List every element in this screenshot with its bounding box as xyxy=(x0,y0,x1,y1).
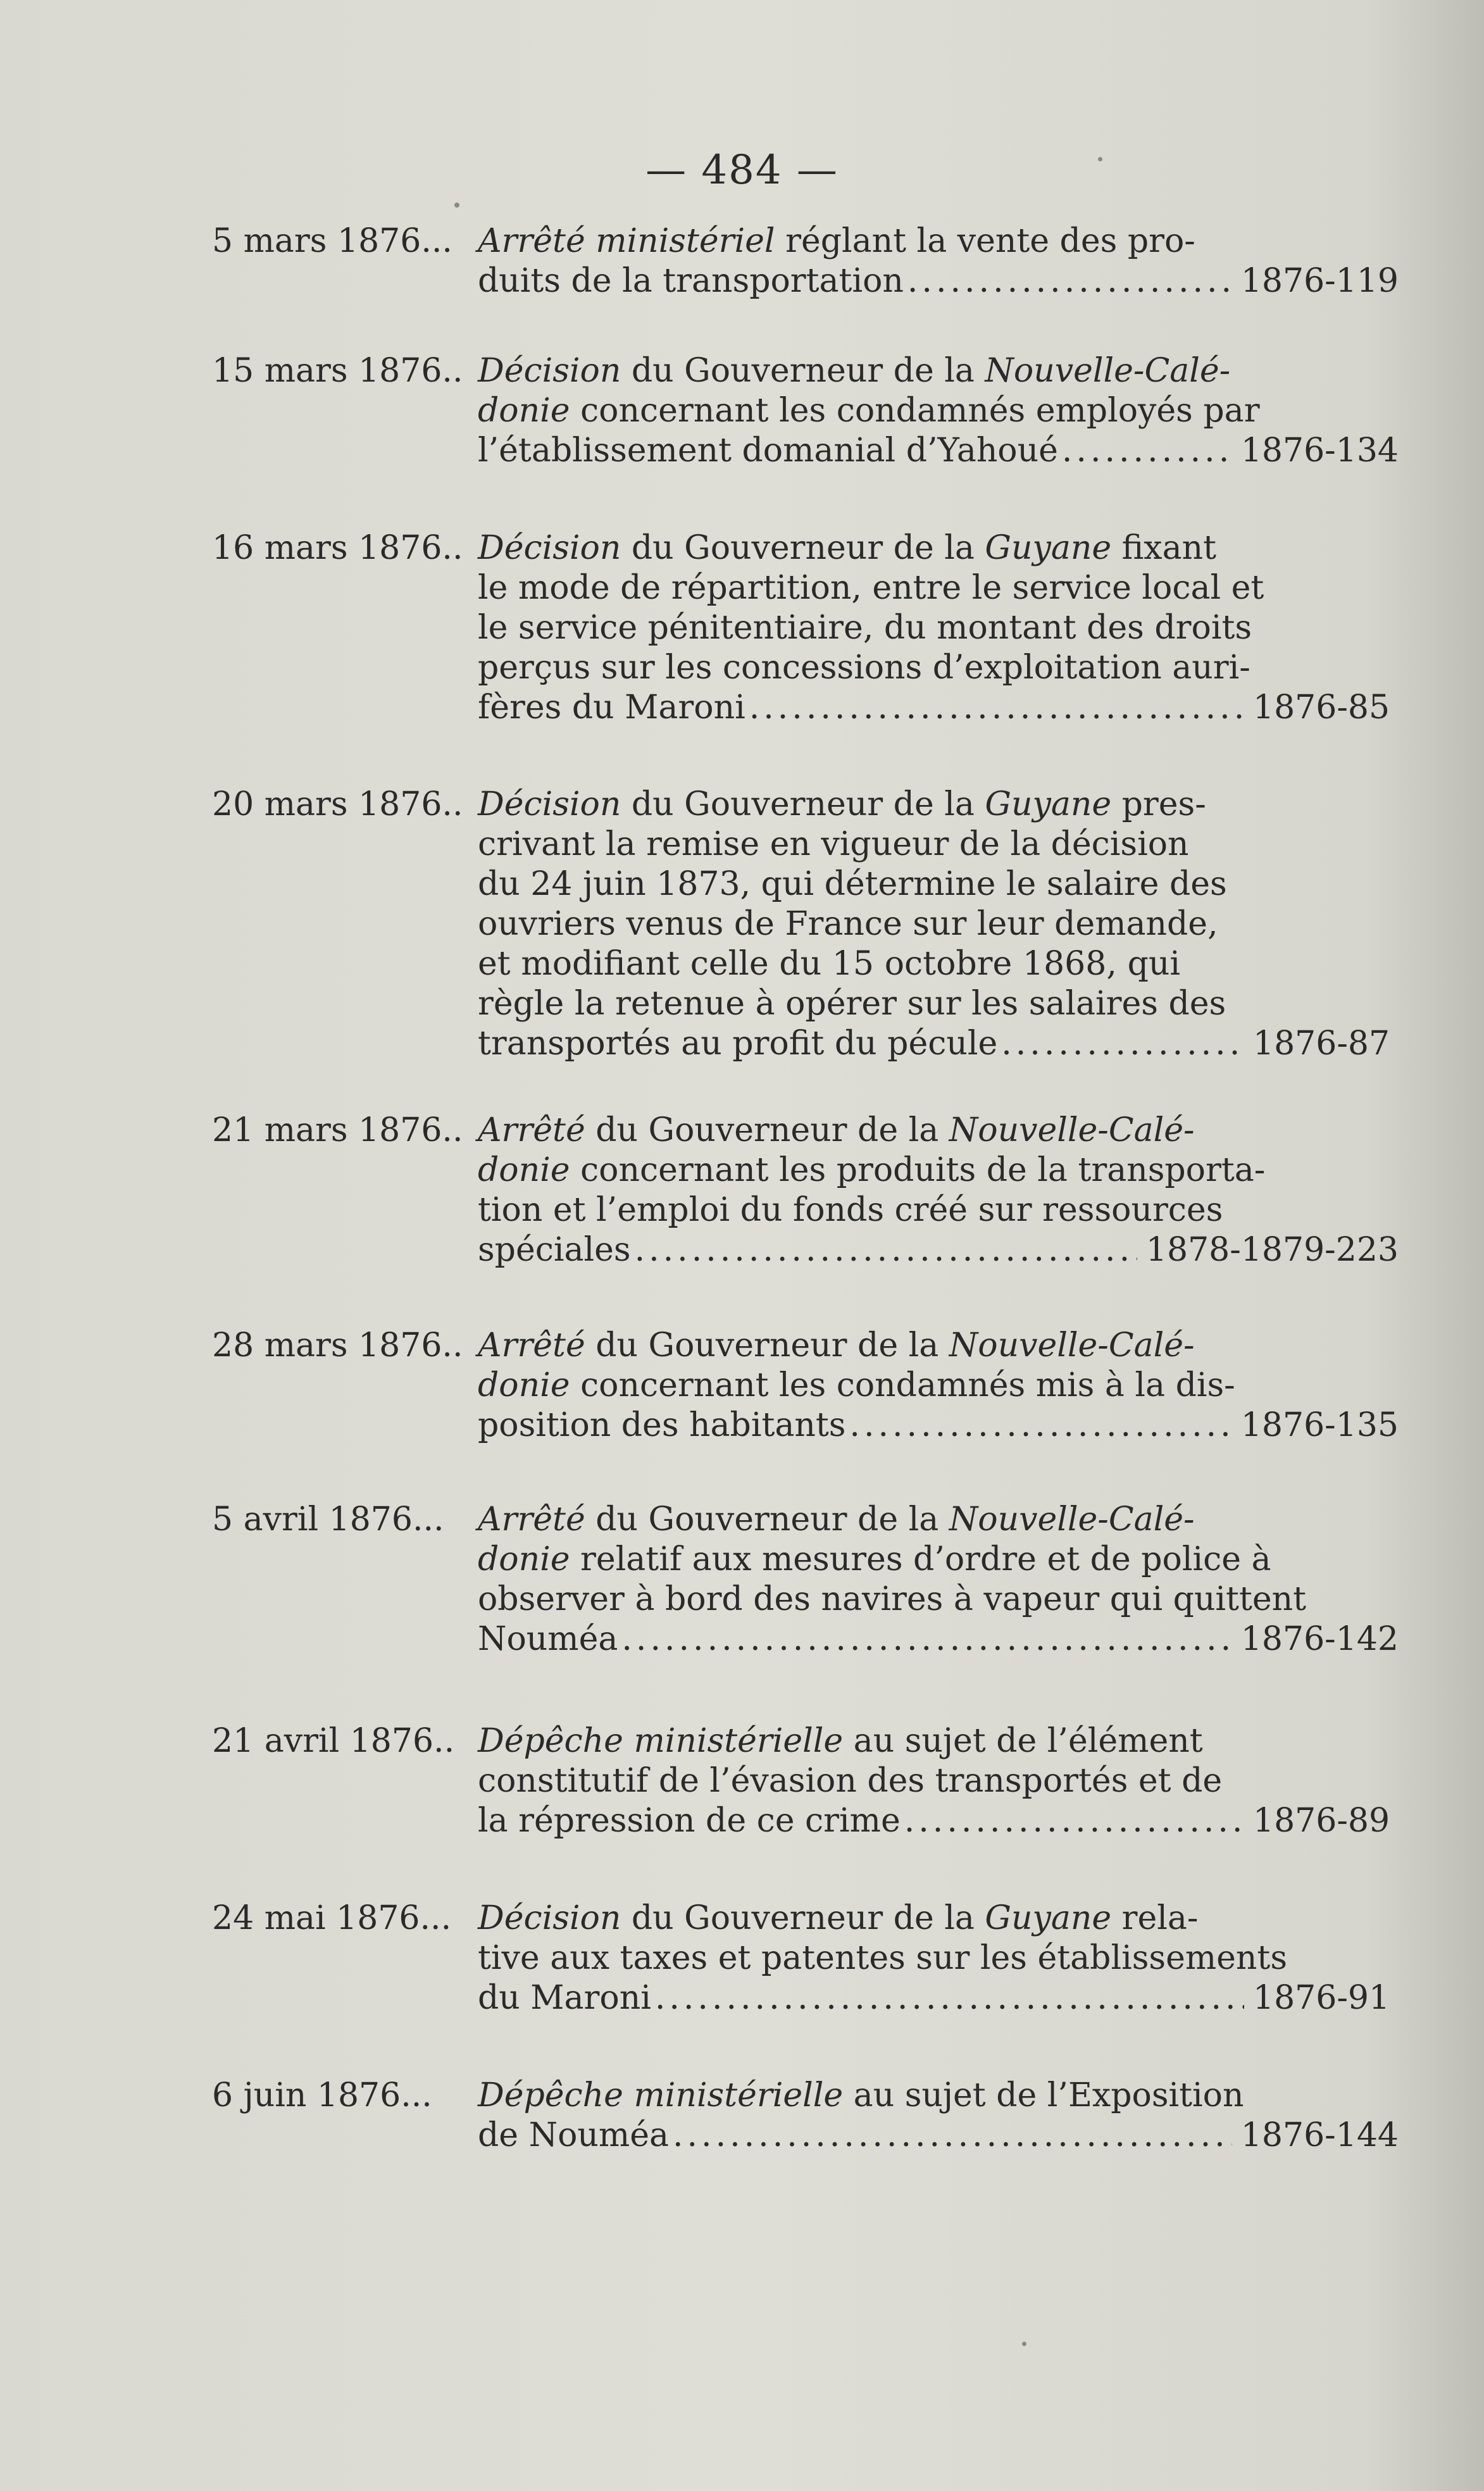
dot-leader xyxy=(904,1801,1244,1841)
paper-speck xyxy=(1022,2342,1026,2346)
text-segment: règle la retenue à opérer sur les salaires des xyxy=(478,985,1226,1023)
dot-leader xyxy=(749,688,1244,728)
dot-leader xyxy=(849,1406,1231,1445)
entry-description-line xyxy=(478,1899,1199,1938)
text-segment: concernant les condamnés mis à la dis- xyxy=(570,1366,1235,1404)
entry-description-line xyxy=(478,391,1260,431)
text-segment: spéciales xyxy=(478,1231,631,1269)
italic-term: Dépêche ministérielle xyxy=(478,1722,844,1760)
text-segment: duits de la transportation xyxy=(478,262,904,300)
entry-description-line xyxy=(478,528,1217,568)
entry-description-line xyxy=(478,1151,1266,1190)
entry-date: 16 mars 1876.. xyxy=(212,529,463,567)
text-segment: et modifiant celle du 15 octobre 1868, qui xyxy=(478,945,1180,983)
entry-description-last-line xyxy=(478,1230,1399,1270)
entry-description-line xyxy=(478,865,1227,904)
entry-description-line xyxy=(478,1366,1235,1406)
italic-term: Nouvelle-Calé- xyxy=(949,1327,1195,1364)
text-segment: du Gouverneur de la xyxy=(621,1899,985,1937)
italic-term: Arrêté xyxy=(478,1111,585,1149)
entry-description xyxy=(478,351,1399,471)
italic-term: Arrêté ministériel xyxy=(478,222,775,260)
entry-description-line xyxy=(478,944,1180,984)
dot-leader xyxy=(1001,1024,1244,1064)
entry-description-line xyxy=(478,2076,1244,2116)
text-segment: tive aux taxes et patentes sur les établissements xyxy=(478,1939,1288,1977)
entry-description-text xyxy=(478,688,745,728)
italic-term: Décision xyxy=(478,785,621,823)
entry-date: 15 mars 1876.. xyxy=(212,352,463,390)
text-segment: pres- xyxy=(1111,785,1206,823)
text-segment: rela- xyxy=(1111,1899,1199,1937)
entry-description-text xyxy=(478,261,904,301)
text-segment: Nouméa xyxy=(478,1620,618,1658)
entry-description xyxy=(478,1111,1399,1270)
entry-description-last-line xyxy=(478,1801,1399,1841)
entry-description-line xyxy=(478,825,1189,865)
dot-leader xyxy=(907,261,1232,301)
entry-description xyxy=(478,1500,1399,1659)
text-segment: ouvriers venus de France sur leur demande, xyxy=(478,905,1218,943)
text-segment: le mode de répartition, entre le service local et xyxy=(478,569,1264,607)
entry-description-line xyxy=(478,984,1226,1024)
italic-term: Dépêche ministérielle xyxy=(478,2076,844,2114)
text-segment: la répression de ce crime xyxy=(478,1802,901,1840)
entry-reference: 1876-134 xyxy=(1240,432,1399,470)
text-segment: du Gouverneur de la xyxy=(585,1327,949,1364)
text-segment: concernant les condamnés employés par xyxy=(570,392,1260,430)
entry-description-line xyxy=(478,1190,1223,1230)
text-segment: observer à bord des navires à vapeur qui quittent xyxy=(478,1580,1307,1618)
italic-term: donie xyxy=(478,1366,570,1404)
entry-description-last-line xyxy=(478,1406,1399,1445)
entry-description-last-line xyxy=(478,1978,1399,2018)
italic-term: Décision xyxy=(478,529,621,567)
text-segment: de Nouméa xyxy=(478,2116,669,2154)
text-segment: du Gouverneur de la xyxy=(621,529,985,567)
text-segment: au sujet de l’Exposition xyxy=(843,2076,1244,2114)
text-segment: fères du Maroni xyxy=(478,689,745,727)
entry-description-line xyxy=(478,1761,1223,1801)
text-segment: transportés au profit du pécule xyxy=(478,1025,998,1063)
text-segment: fixant xyxy=(1111,529,1217,567)
entry-description-text xyxy=(478,1406,845,1445)
entry-description-line xyxy=(478,608,1252,648)
dot-leader xyxy=(655,1978,1244,2018)
entry-description xyxy=(478,1899,1399,2018)
text-segment: du 24 juin 1873, qui détermine le salaire des xyxy=(478,865,1227,903)
entry-description-last-line xyxy=(478,688,1399,728)
entry-reference: 1876-135 xyxy=(1240,1406,1399,1444)
entry-description xyxy=(478,785,1399,1064)
italic-term: donie xyxy=(478,1540,570,1578)
entry-description-line xyxy=(478,648,1250,688)
italic-term: Arrêté xyxy=(478,1501,585,1539)
entry-date: 21 mars 1876.. xyxy=(212,1111,463,1149)
dot-leader xyxy=(673,2116,1232,2156)
entry-reference: 1876-89 xyxy=(1253,1802,1390,1840)
entry-reference: 1876-142 xyxy=(1240,1620,1399,1658)
italic-term: Guyane xyxy=(985,785,1112,823)
entry-date: 5 avril 1876... xyxy=(212,1501,444,1539)
italic-term: Nouvelle-Calé- xyxy=(949,1111,1195,1149)
text-segment: crivant la remise en vigueur de la décision xyxy=(478,825,1189,863)
entry-description-text xyxy=(478,1230,631,1270)
entry-description-last-line xyxy=(478,261,1399,301)
entry-description-line xyxy=(478,1326,1195,1366)
text-segment: concernant les produits de la transporta- xyxy=(570,1151,1266,1189)
entry-reference: 1876-144 xyxy=(1240,2116,1399,2154)
entry-description xyxy=(478,528,1399,728)
entry-description-text xyxy=(478,2116,669,2156)
entry-description-text xyxy=(478,1801,901,1841)
entry-date: 28 mars 1876.. xyxy=(212,1327,463,1364)
entry-description-text xyxy=(478,431,1058,471)
paper-speck xyxy=(1098,157,1102,161)
entry-description-line xyxy=(478,904,1218,944)
entry-description-line xyxy=(478,1580,1307,1620)
text-segment: du Gouverneur de la xyxy=(621,785,985,823)
italic-term: Guyane xyxy=(985,529,1112,567)
text-segment: du Gouverneur de la xyxy=(585,1111,949,1149)
entry-description xyxy=(478,1721,1399,1841)
entry-description-line xyxy=(478,1721,1203,1761)
entry-description xyxy=(478,2076,1399,2156)
text-segment: position des habitants xyxy=(478,1406,846,1444)
entry-description-last-line xyxy=(478,2116,1399,2156)
text-segment: relatif aux mesures d’ordre et de police à xyxy=(570,1540,1271,1578)
italic-term: donie xyxy=(478,392,570,430)
text-segment: du Gouverneur de la xyxy=(621,352,985,390)
text-segment: du Gouverneur de la xyxy=(585,1501,949,1539)
italic-term: Nouvelle-Calé- xyxy=(985,352,1231,390)
entry-description-line xyxy=(478,568,1264,608)
dot-leader xyxy=(1062,431,1232,471)
dot-leader xyxy=(621,1620,1231,1659)
text-segment: au sujet de l’élément xyxy=(843,1722,1203,1760)
italic-term: Décision xyxy=(478,1899,621,1937)
italic-term: Guyane xyxy=(985,1899,1112,1937)
entry-date: 5 mars 1876... xyxy=(212,222,452,260)
entry-description-text xyxy=(478,1620,618,1659)
entry-description-line xyxy=(478,351,1231,391)
entry-date: 6 juin 1876... xyxy=(212,2076,432,2114)
entry-description xyxy=(478,1326,1399,1445)
entry-reference: 1876-87 xyxy=(1253,1025,1390,1063)
entry-description-last-line xyxy=(478,1620,1399,1659)
entry-description xyxy=(478,222,1399,301)
paper-speck xyxy=(454,203,459,208)
text-segment: constitutif de l’évasion des transportés et de xyxy=(478,1762,1223,1800)
text-segment: l’établissement domanial d’Yahoué xyxy=(478,432,1058,470)
italic-term: Nouvelle-Calé- xyxy=(949,1501,1195,1539)
entry-reference: 1876-85 xyxy=(1253,689,1390,727)
entry-description-line xyxy=(478,1500,1195,1540)
italic-term: Décision xyxy=(478,352,621,390)
entry-description-line xyxy=(478,785,1206,825)
entry-reference: 1876-91 xyxy=(1253,1979,1390,2017)
text-segment: le service pénitentiaire, du montant des droits xyxy=(478,609,1252,647)
entry-description-last-line xyxy=(478,1024,1399,1064)
entry-description-last-line xyxy=(478,431,1399,471)
text-segment: perçus sur les concessions d’exploitation auri- xyxy=(478,649,1250,687)
dot-leader xyxy=(635,1230,1137,1270)
entry-description-text xyxy=(478,1978,651,2018)
text-segment: réglant la vente des pro- xyxy=(775,222,1195,260)
entry-description-line xyxy=(478,1111,1195,1151)
entry-date: 20 mars 1876.. xyxy=(212,785,463,823)
italic-term: Arrêté xyxy=(478,1327,585,1364)
entry-description-line xyxy=(478,1938,1288,1978)
entry-reference: 1876-119 xyxy=(1240,262,1399,300)
entry-description-line xyxy=(478,222,1195,261)
entry-description-line xyxy=(478,1540,1271,1580)
entry-reference: 1878-1879-223 xyxy=(1145,1231,1399,1269)
entry-date: 21 avril 1876.. xyxy=(212,1722,455,1760)
entry-description-text xyxy=(478,1024,997,1064)
entry-date: 24 mai 1876... xyxy=(212,1899,452,1937)
text-segment: tion et l’emploi du fonds créé sur ressources xyxy=(478,1191,1223,1229)
italic-term: donie xyxy=(478,1151,570,1189)
page-number: — 484 — xyxy=(645,147,839,194)
text-segment: du Maroni xyxy=(478,1979,651,2017)
